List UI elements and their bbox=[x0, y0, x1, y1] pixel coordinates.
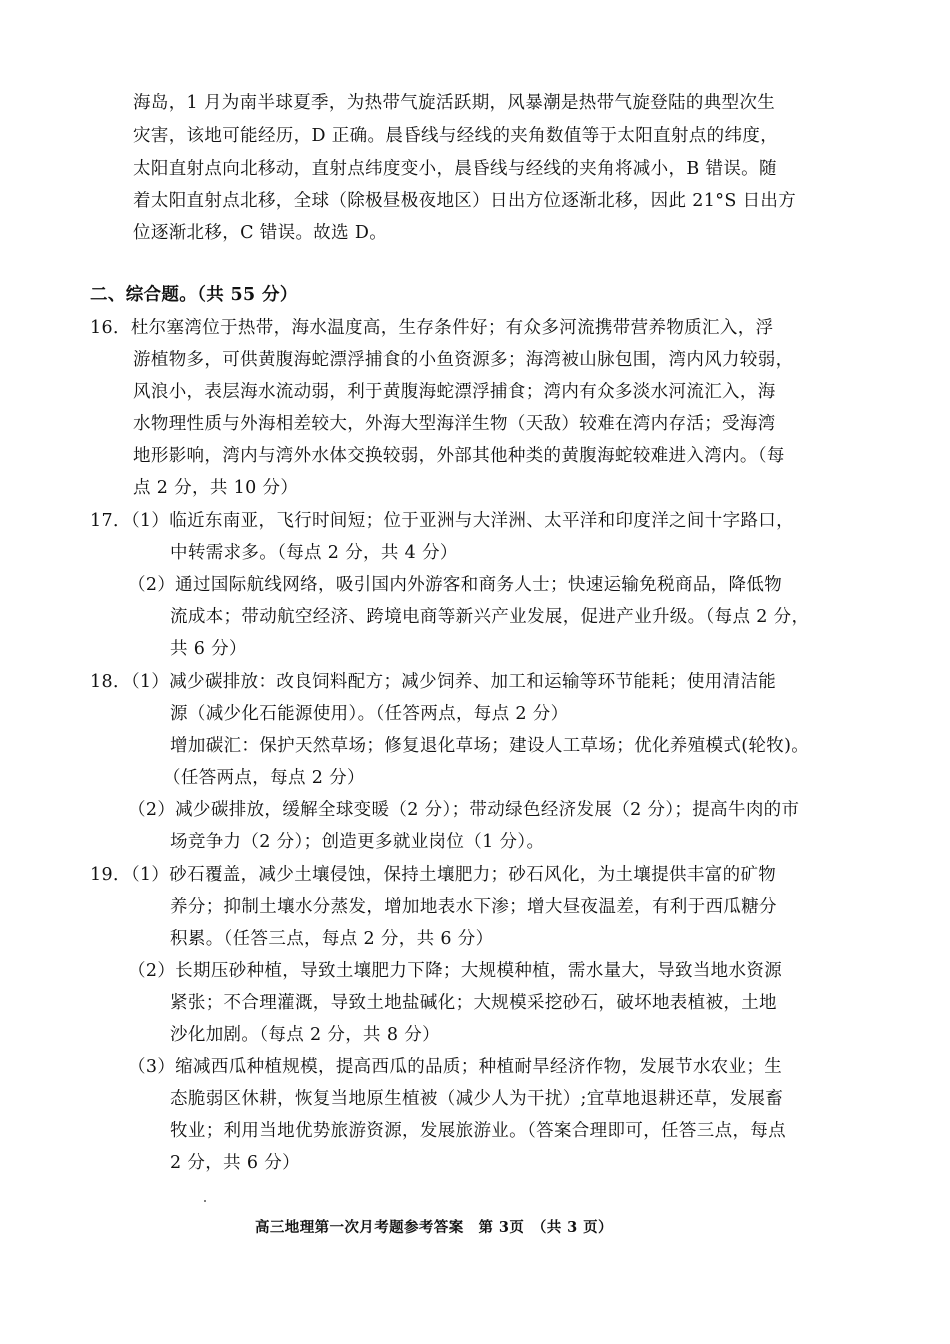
question-16-line: 风浪小，表层海水流动弱，利于黄腹海蛇漂浮捕食；湾内有众多淡水河流汇入，海 bbox=[133, 382, 776, 402]
question-19-line: 养分；抑制土壤水分蒸发，增加地表水下渗；增大昼夜温差，有利于西瓜糖分 bbox=[170, 897, 777, 917]
question-16-line: 地形影响，湾内与湾外水体交换较弱，外部其他种类的黄腹海蛇较难进入湾内。（每 bbox=[133, 446, 785, 466]
question-18-line: 源（减少化石能源使用）。（任答两点，每点 2 分） bbox=[170, 704, 569, 724]
scan-speck bbox=[204, 1200, 206, 1202]
question-19-line: 沙化加剧。（每点 2 分，共 8 分） bbox=[170, 1025, 440, 1045]
question-19-line: （3）缩减西瓜种植规模，提高西瓜的品质；种植耐旱经济作物，发展节水农业；生 bbox=[128, 1057, 783, 1077]
paragraph-line: 位逐渐北移，C 错误。故选 D。 bbox=[133, 223, 388, 243]
question-17-line: 17．（1）临近东南亚，飞行时间短；位于亚洲与大洋洲、太平洋和印度洋之间十字路口， bbox=[90, 511, 794, 531]
question-18-line: （任答两点，每点 2 分） bbox=[163, 768, 365, 788]
question-17-line: （2）通过国际航线网络，吸引国内外游客和商务人士；快速运输免税商品，降低物 bbox=[128, 575, 783, 595]
paragraph-line: 着太阳直射点北移，全球（除极昼极夜地区）日出方位逐渐北移，因此 21°S 日出方 bbox=[133, 191, 797, 211]
question-19-line: 态脆弱区休耕，恢复当地原生植被（减少人为干扰）;宜草地退耕还草，发展畜 bbox=[170, 1089, 784, 1109]
question-16-line: 点 2 分，共 10 分） bbox=[133, 478, 299, 498]
question-18-line: 增加碳汇：保护天然草场；修复退化草场；建设人工草场；优化养殖模式(轮牧)。 bbox=[170, 736, 810, 756]
question-16-line: 水物理性质与外海相差较大，外海大型海洋生物（天敌）较难在湾内存活；受海湾 bbox=[133, 414, 776, 434]
question-19-line: 19．（1）砂石覆盖，减少土壤侵蚀，保持土壤肥力；砂石风化，为土壤提供丰富的矿物 bbox=[90, 865, 777, 885]
page-footer: 高三地理第一次月考题参考答案 第 3页 （共 3 页） bbox=[255, 1219, 613, 1236]
paragraph-line: 太阳直射点向北移动，直射点纬度变小，晨昏线与经线的夹角将减小，B 错误。随 bbox=[133, 159, 777, 179]
paragraph-line: 海岛，1 月为南半球夏季，为热带气旋活跃期，风暴潮是热带气旋登陆的典型次生 bbox=[133, 93, 776, 113]
question-19-line: 紧张；不合理灌溉，导致土地盐碱化；大规模采挖砂石，破坏地表植被，土地 bbox=[170, 993, 777, 1013]
section-heading: 二、综合题。（共 55 分） bbox=[90, 285, 298, 305]
question-18-line: 场竞争力（2 分）；创造更多就业岗位（1 分）。 bbox=[170, 832, 545, 852]
question-18-line: 18．（1）减少碳排放：改良饲料配方；减少饲养、加工和运输等环节能耗；使用清洁能 bbox=[90, 672, 777, 692]
question-17-line: 中转需求多。（每点 2 分，共 4 分） bbox=[170, 543, 458, 563]
question-17-line: 流成本；带动航空经济、跨境电商等新兴产业发展，促进产业升级。（每点 2 分， bbox=[170, 607, 810, 627]
question-19-line: 积累。（任答三点，每点 2 分，共 6 分） bbox=[170, 929, 494, 949]
question-18-line: （2）减少碳排放，缓解全球变暖（2 分）；带动绿色经济发展（2 分）；提高牛肉的市 bbox=[128, 800, 800, 820]
paragraph-line: 灾害，该地可能经历，D 正确。晨昏线与经线的夹角数值等于太阳直射点的纬度， bbox=[133, 126, 779, 146]
question-17-line: 共 6 分） bbox=[170, 639, 247, 659]
question-19-line: 牧业；利用当地优势旅游资源，发展旅游业。（答案合理即可，任答三点，每点 bbox=[170, 1121, 786, 1141]
question-16-line: 游植物多，可供黄腹海蛇漂浮捕食的小鱼资源多；海湾被山脉包围，湾内风力较弱， bbox=[133, 350, 794, 370]
question-19-line: 2 分，共 6 分） bbox=[170, 1153, 300, 1173]
question-19-line: （2）长期压砂种植，导致土壤肥力下降；大规模种植，需水量大，导致当地水资源 bbox=[128, 961, 783, 981]
question-16-line: 16．杜尔塞湾位于热带，海水温度高，生存条件好；有众多河流携带营养物质汇入，浮 bbox=[90, 318, 774, 338]
